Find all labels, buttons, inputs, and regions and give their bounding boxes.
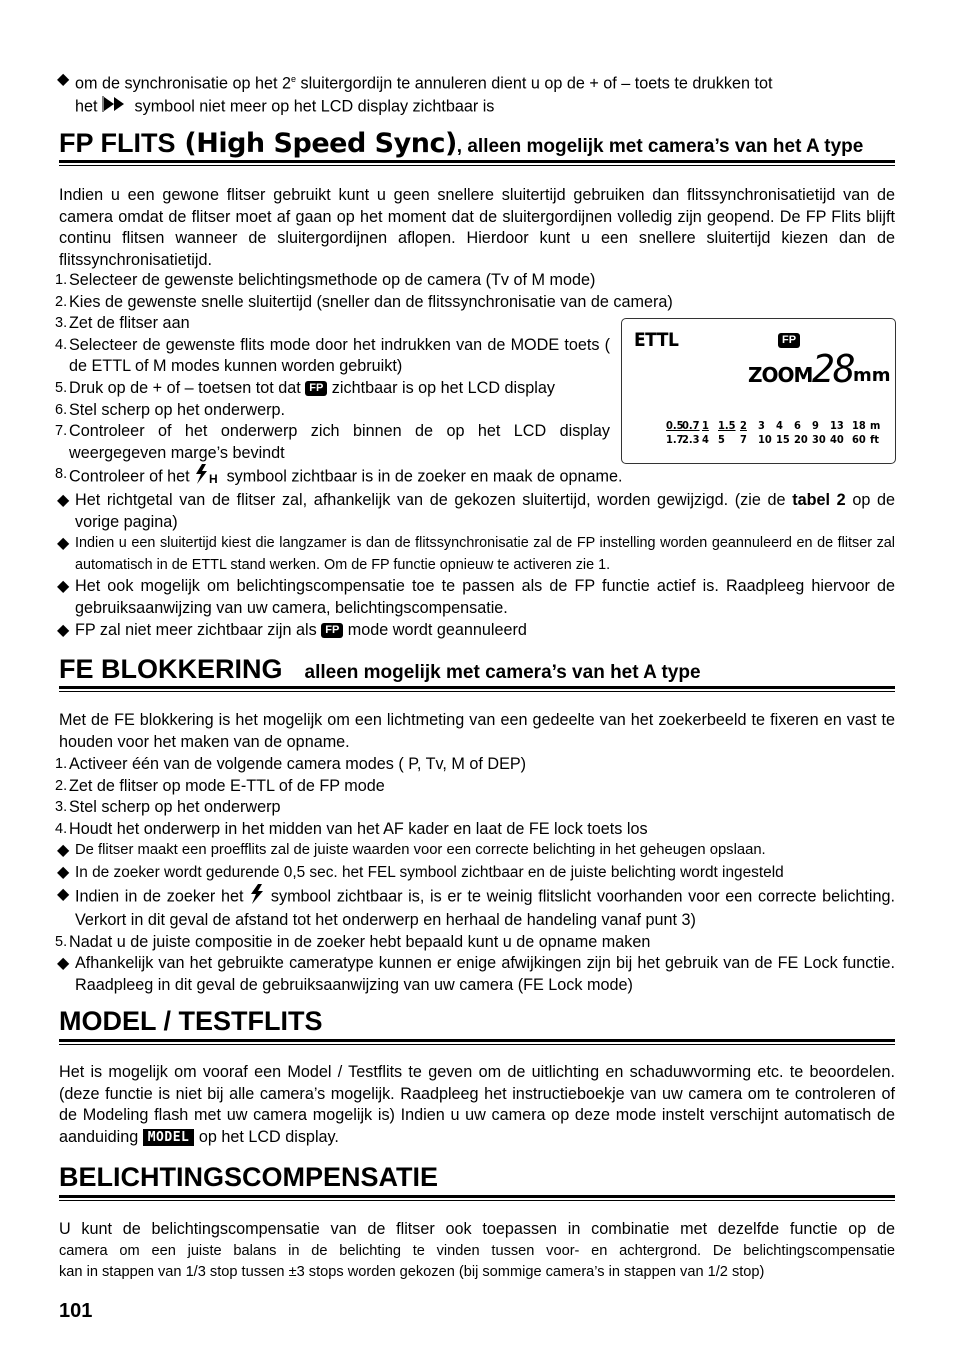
list-item: 3. Zet de flitser aan: [55, 314, 190, 333]
model-section-rule: [59, 1039, 895, 1045]
fe-section-rule: [59, 686, 895, 692]
lcd-scale-value: 10: [758, 433, 772, 446]
lcd-mm-label: mm: [853, 365, 891, 386]
lcd-scale-value: 2: [740, 419, 747, 432]
list-item: ◆ Indien in de zoeker het symbool zichtbaar is, is er te weinig flitslicht voorhanden voor een correcte belichting. Verkort in dit geval de afstand tot het onderwerp en herhaal de handeling vanaf punt 3): [57, 884, 896, 930]
lcd-scale-value: 2.3: [682, 433, 700, 446]
lcd-display: [621, 318, 896, 464]
intro-bullet: [59, 69, 895, 120]
list-item: 5. Druk op de + of – toetsen tot dat FP zichtbaar is op het LCD display: [55, 378, 555, 397]
lcd-scale-value: m: [870, 419, 881, 432]
list-item: ◆ Afhankelijk van het gebruikte cameratype kunnen er enige afwijkingen zijn bij het gebruik van de FE Lock functie. Raadpleeg in dit geval de gebruiksaanwijzing van uw camera (FE Lock mode): [57, 954, 895, 994]
list-item: ◆ Het ook mogelijk om belichtingscompensatie toe te passen als de FP functie actief is. Raadpleeg hiervoor de gebruiksaanwijzing van uw camera, belichtingscompensatie.: [57, 577, 895, 617]
diamond-bullet-icon: ◆: [57, 70, 70, 88]
lcd-scale-value: 4: [702, 433, 709, 446]
lcd-scale-value: 4: [776, 419, 783, 432]
lcd-scale-value: 1.7: [666, 433, 684, 446]
lcd-scale-value: 1: [702, 419, 709, 432]
fe-steps: [55, 754, 896, 997]
lcd-scale-value: 9: [812, 419, 819, 432]
lcd-scale-value: 6: [794, 419, 801, 432]
list-item: 4. Selecteer de gewenste flits mode door het indrukken van de MODE toets ( de ETTL of M modes kunnen worden gebruikt): [55, 335, 610, 376]
lcd-scale-value: 0.7: [682, 419, 700, 432]
list-item: 1. Selecteer de gewenste belichtingsmethode op de camera (Tv of M mode): [55, 271, 596, 289]
model-section-title: MODEL / TESTFLITS: [59, 1006, 323, 1036]
lcd-zoom-label: ZOOM: [748, 363, 813, 387]
flash-icon: [249, 884, 265, 911]
lcd-zoom-value: 28: [812, 347, 854, 391]
fp-bullets: [59, 490, 895, 641]
fe-intro: Met de FE blokkering is het mogelijk om een lichtmeting van een gedeelte van het zoekerbeeld te fixeren en vast te houden voor het maken van de opname.: [59, 711, 895, 751]
lcd-scale-value: 30: [812, 433, 826, 446]
high-speed-flash-icon: [194, 464, 222, 491]
list-item: 1. Activeer één van de volgende camera modes ( P, Tv, M of DEP): [55, 755, 527, 773]
lcd-scale-value: ft: [870, 433, 880, 446]
lcd-feet-row: [666, 433, 884, 447]
page-number: 101: [59, 1300, 93, 1322]
lcd-ettl-label: ETTL: [634, 329, 679, 351]
list-item: 5. Nadat u de juiste compositie in de zoeker hebt bepaald kunt u de opname maken: [55, 932, 651, 951]
list-item: ◆ De flitser maakt een proefflits zal de juiste waarden voor een correcte belichting in het geheugen opslaan.: [57, 841, 766, 860]
lcd-scale-value: 13: [830, 419, 844, 432]
lcd-meter-row: [666, 419, 884, 433]
list-item: 2. Zet de flitser op mode E-TTL of de FP mode: [55, 776, 385, 795]
lcd-scale-value: 20: [794, 433, 808, 446]
lcd-scale-value: 5: [718, 433, 725, 446]
lcd-scale-value: 18: [852, 419, 866, 432]
rear-curtain-sync-icon: [102, 95, 130, 120]
fp-section-title: FP FLITS (High Speed Sync), alleen mogelijk met camera’s van het A type: [59, 128, 864, 159]
comp-text: U kunt de belichtingscompensatie van de flitser ook toepassen in combinatie met dezelfde functie op de camera om een juiste balans in de belichting te vinden tussen voor- en achtergrond. De belichtingscompensatie kan in stappen van 1/3 stop tussen ±3 stops worden gekozen (bij sommige camera’s in stappen van 1/2 stop): [59, 1220, 895, 1281]
list-item: ◆ In de zoeker wordt gedurende 0,5 sec. het FEL symbool zichtbaar en de juiste belichting wordt ingesteld: [57, 862, 784, 881]
list-item: ◆ Het richtgetal van de flitser zal, afhankelijk van de gekozen sluitertijd, worden gewijzigd. (zie de tabel 2 op de vorige pagina): [57, 491, 895, 531]
fe-section-header: [59, 656, 895, 692]
lcd-scale-value: 0.5: [666, 419, 684, 432]
lcd-scale-value: 1.5: [718, 419, 736, 432]
model-text: Het is mogelijk om vooraf een Model / Testflits te geven om de uitlichting en schaduwvorming etc. te beoordelen. (deze functie is niet bij alle camera’s mogelijk. Raadpleeg het instructieboekje van uw camera om te controleren of de Modeling flash met uw camera mogelijk is) Indien u uw camera op deze mode instelt verschijnt automatisch de aanduiding MODEL op het LCD display.: [59, 1063, 895, 1146]
list-item: 3. Stel scherp op het onderwerp: [55, 798, 281, 817]
lcd-scale-value: 60: [852, 433, 866, 446]
svg-text:H: H: [209, 472, 218, 485]
lcd-scale-value: 7: [740, 433, 747, 446]
model-badge-icon: MODEL: [143, 1129, 195, 1146]
list-item: 8. Controleer of het H symbool zichtbaar is in de zoeker en maak de opname.: [59, 464, 895, 491]
list-item: ◆ FP zal niet meer zichtbaar zijn als FP mode wordt geannuleerd: [57, 620, 527, 639]
lcd-distance-scale: [666, 419, 884, 447]
fp-intro: Indien u een gewone flitser gebruikt kunt u geen snellere sluitertijd gebruiken dan flitssynchronisatietijd van de camera omdat de flitser moet af gaan op het moment dat de sluitergordijnen volledig zijn geopend. De FP Flits blijft continu flitsen wanneer de sluitergordijnen aflopen. Hierdoor kunt u een snellere sluitertijd kiezen dan de flitssynchronisatietijd.: [59, 186, 895, 269]
fp-section-header: [59, 130, 895, 166]
intro-text: om de synchronisatie op het 2e sluitergordijn te annuleren dient u op de + of – toets te drukken tot het symbool niet meer op het LCD display zichtbaar is: [75, 69, 895, 120]
comp-section-title: BELICHTINGSCOMPENSATIE: [59, 1162, 439, 1192]
list-item: 6. Stel scherp op het onderwerp.: [55, 400, 285, 419]
lcd-scale-value: 3: [758, 419, 765, 432]
comp-section-header: [59, 1164, 895, 1201]
fp-badge-icon: FP: [321, 623, 343, 638]
fp-section-rule: [59, 160, 895, 166]
list-item: 2. Kies de gewenste snelle sluitertijd (sneller dan de flitssynchronisatie van de camera): [55, 292, 673, 311]
comp-section-rule: [59, 1195, 895, 1201]
list-item: 7. Controleer of het onderwerp zich binnen de op het LCD display weergegeven marge’s bevindt: [55, 422, 610, 462]
list-item: ◆ Indien u een sluitertijd kiest die langzamer is dan de flitssynchronisatie zal de FP instelling worden geannuleerd en de flitser zal automatisch in de ETTL stand werken. Om de FP functie opnieuw te activeren zie 1.: [57, 534, 895, 573]
list-item: 4. Houdt het onderwerp in het midden van het AF kader en laat de FE lock toets los: [55, 819, 648, 838]
fp-badge-icon: FP: [305, 381, 327, 396]
model-section-header: [59, 1008, 895, 1045]
lcd-fp-indicator: FP: [778, 332, 800, 350]
lcd-scale-value: 15: [776, 433, 790, 446]
lcd-scale-value: 40: [830, 433, 844, 446]
fe-section-title: FE BLOKKERING alleen mogelijk met camera’s van het A type: [59, 654, 701, 684]
